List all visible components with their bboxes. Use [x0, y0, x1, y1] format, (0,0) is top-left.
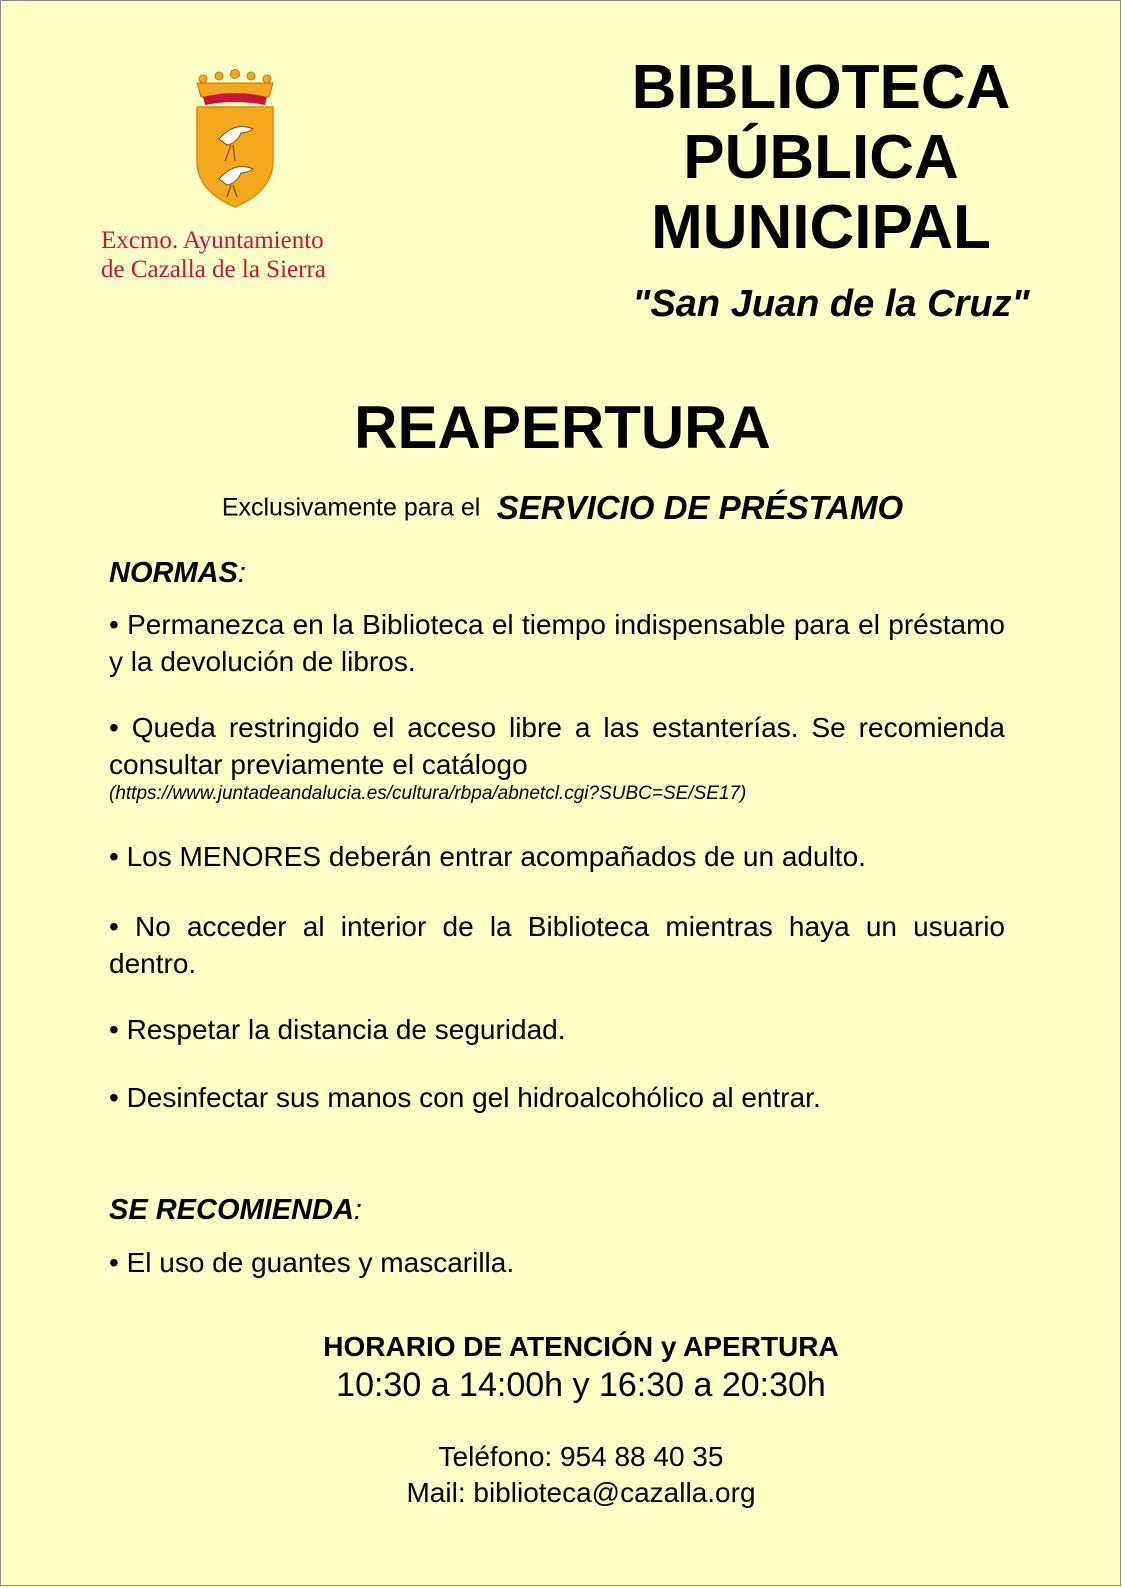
catalog-url: (https://www.juntadeandalucia.es/cultura/rbpa/abnetcl.cgi?SUBC=SE/SE17): [109, 783, 747, 804]
schedule-heading: HORARIO DE ATENCIÓN y APERTURA: [323, 1331, 839, 1362]
schedule-hours: 10:30 a 14:00h y 16:30 a 20:30h: [336, 1366, 826, 1404]
rule-2: [109, 709, 1005, 805]
council-name: [101, 226, 326, 284]
library-subtitle: "San Juan de la Cruz": [632, 283, 1030, 325]
rule-2-text: • Queda restringido el acceso libre a las estanterías. Se recomienda consultar previamente el catálogo: [109, 712, 1005, 780]
recomienda-heading: SE RECOMIENDA:: [109, 1194, 362, 1226]
library-title: [581, 53, 1061, 263]
coat-of-arms-icon: [189, 69, 281, 209]
service-line: [1, 489, 1123, 527]
rule-6: • Desinfectar sus manos con gel hidroalcohólico al entrar.: [109, 1082, 821, 1113]
title-line-2: PÚBLICA: [683, 123, 959, 192]
contact-phone: Teléfono: 954 88 40 35: [438, 1441, 724, 1472]
title-line-1: BIBLIOTECA: [631, 53, 1011, 122]
contact-mail: Mail: biblioteca@cazalla.org: [406, 1477, 756, 1508]
rule-1: • Permanezca en la Biblioteca el tiempo indispensable para el préstamo y la devolución de libros.: [109, 609, 1005, 677]
council-line-1: Excmo. Ayuntamiento: [101, 227, 324, 254]
rule-3: • Los MENORES deberán entrar acompañados de un adulto.: [109, 841, 866, 872]
service-name: SERVICIO DE PRÉSTAMO: [496, 489, 904, 526]
headline: REAPERTURA: [354, 394, 771, 461]
title-line-3: MUNICIPAL: [651, 193, 991, 262]
normas-heading: NORMAS:: [109, 557, 246, 589]
rule-4: • No acceder al interior de la Biblioteca mientras haya un usuario dentro.: [109, 911, 1005, 979]
contact-info: [1, 1439, 1123, 1511]
recommendation-1: • El uso de guantes y mascarilla.: [109, 1247, 515, 1278]
rule-5: • Respetar la distancia de seguridad.: [109, 1014, 566, 1045]
council-line-2: de Cazalla de la Sierra: [101, 256, 326, 283]
service-intro: Exclusivamente para el: [221, 493, 481, 522]
recomienda-heading-text: SE RECOMIENDA: [109, 1194, 354, 1226]
normas-heading-text: NORMAS: [109, 557, 238, 589]
